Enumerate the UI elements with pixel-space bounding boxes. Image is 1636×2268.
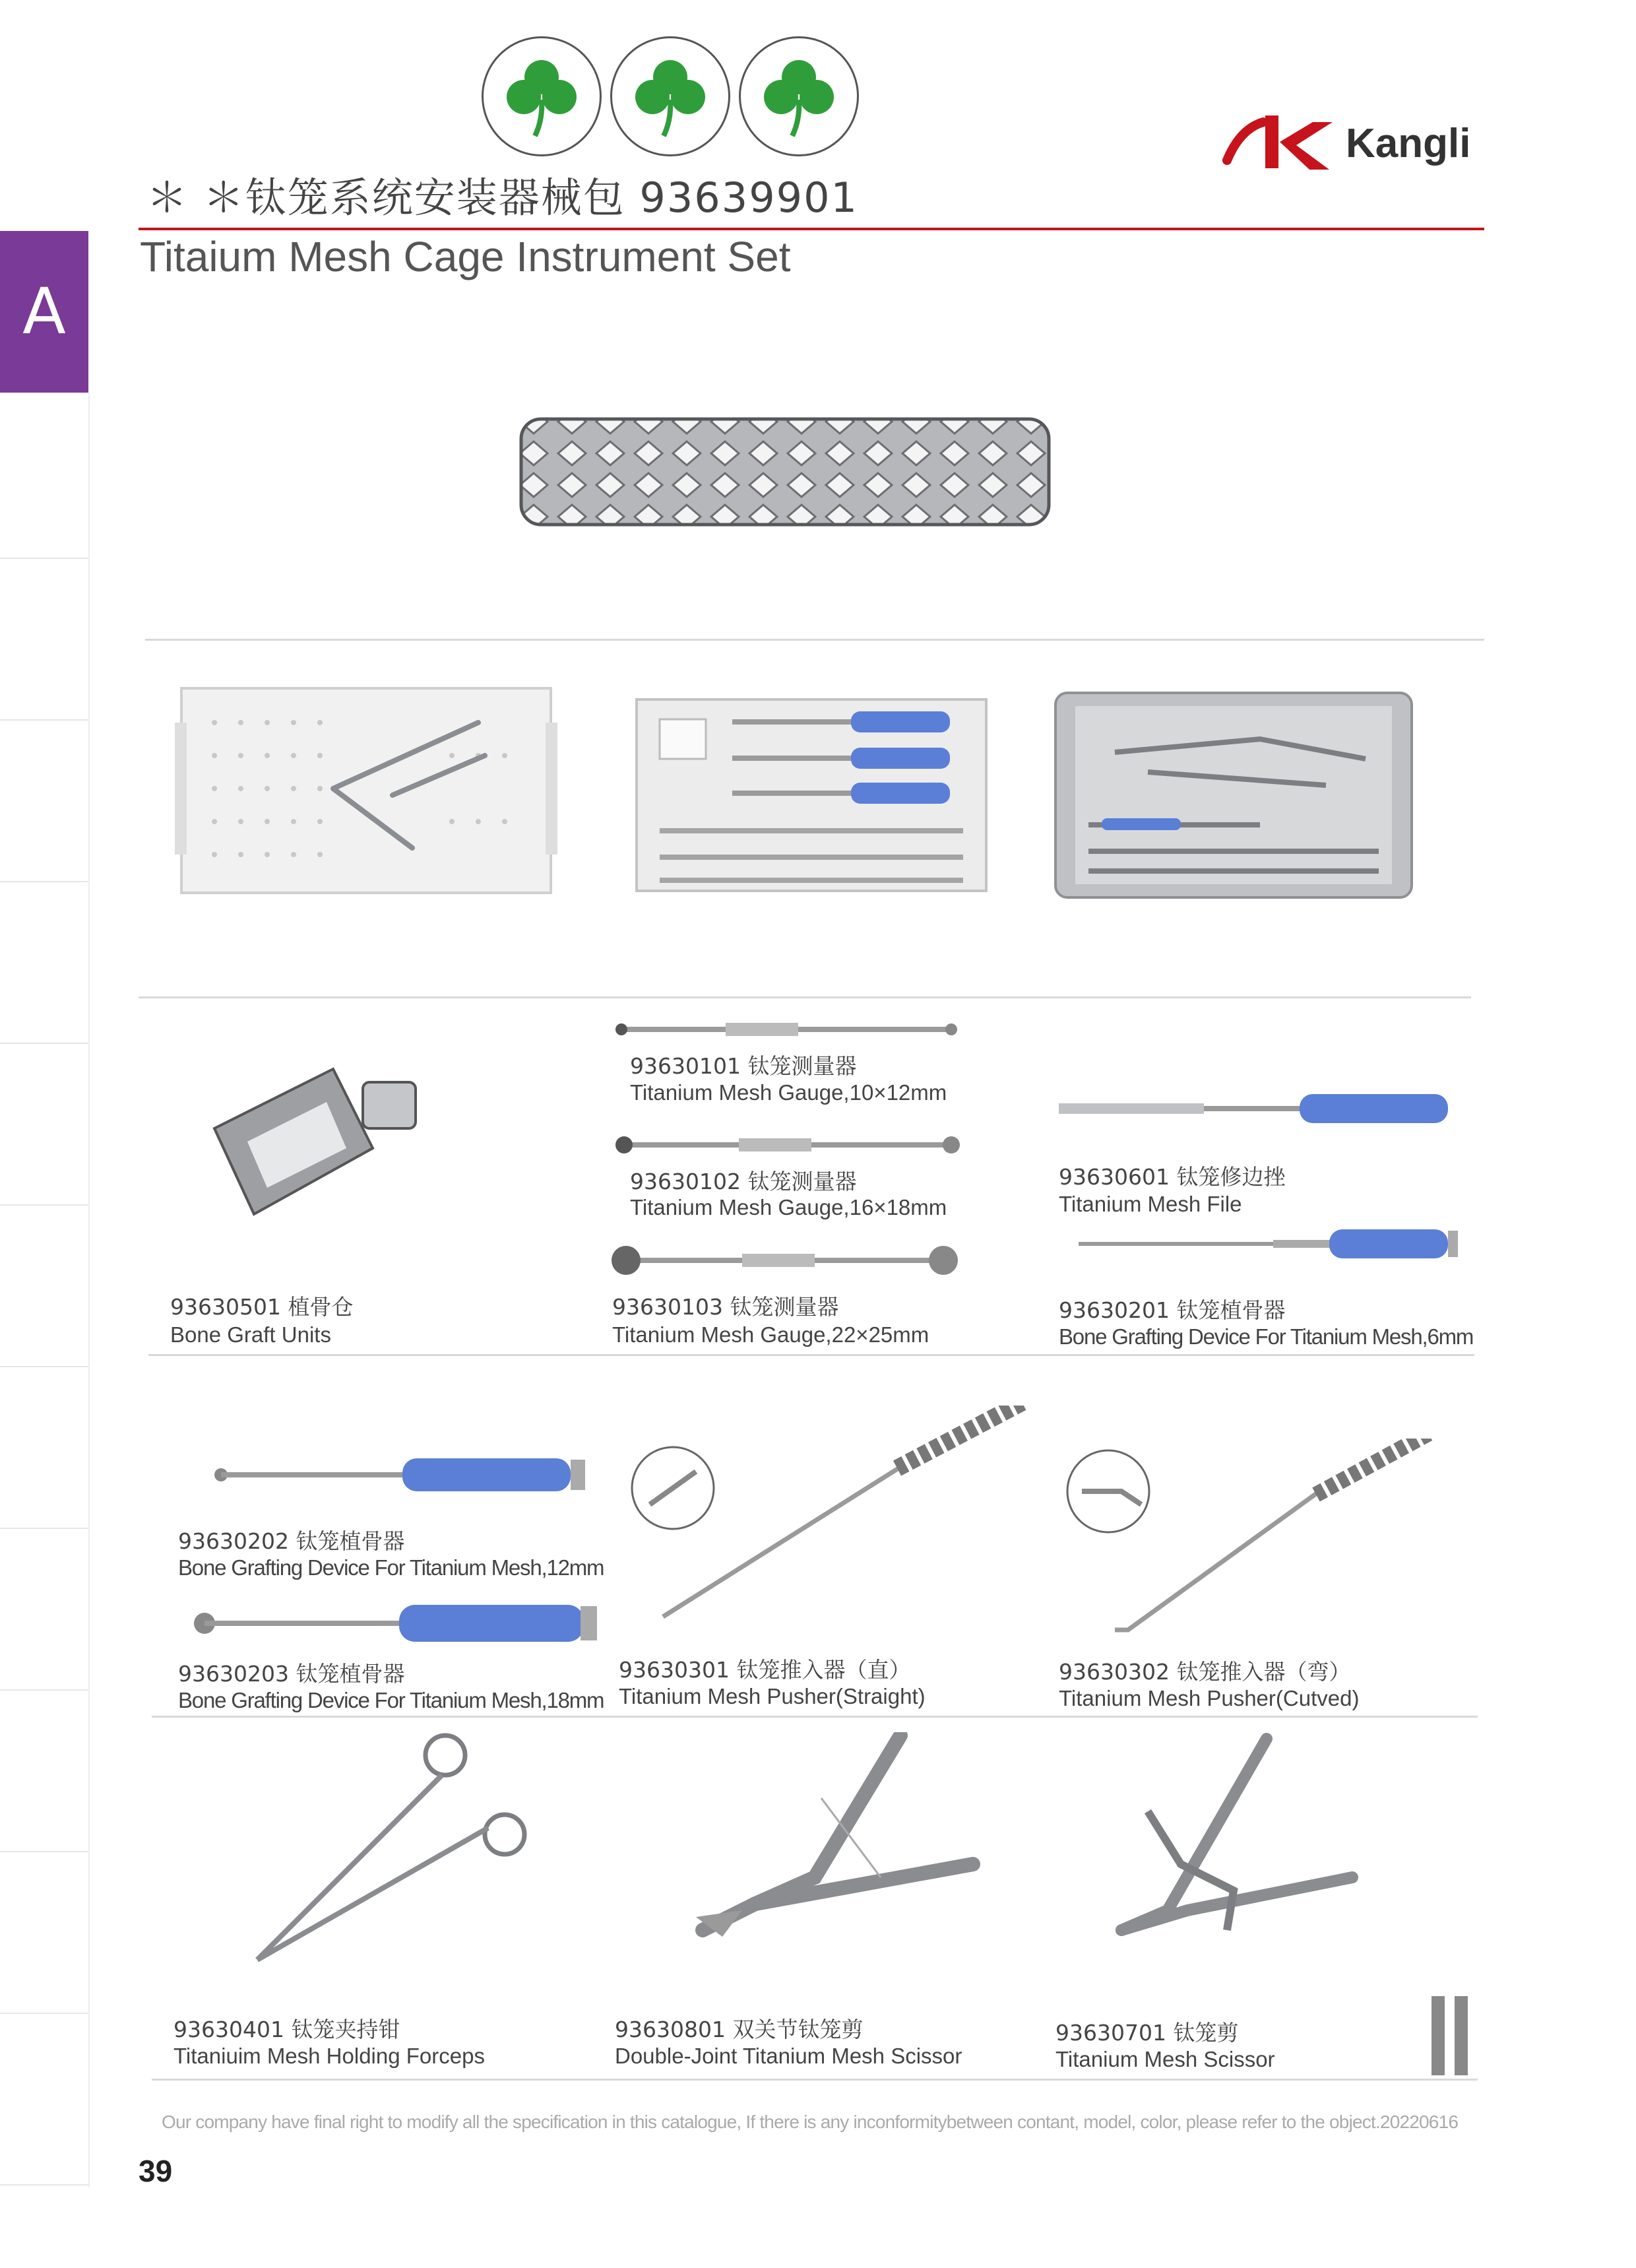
page-number: 39 [139, 2154, 173, 2188]
product-name: Titanium Mesh Gauge,16×18mm [630, 1195, 947, 1219]
product-code: 93630203 钛笼植骨器 [178, 1661, 405, 1687]
mesh-scissor-image [1108, 1732, 1359, 1947]
tray-gauges-image [633, 693, 990, 901]
volume-mark [1432, 1996, 1445, 2075]
product-name: Double-Joint Titanium Mesh Scissor [615, 2044, 962, 2068]
product-code: 93630701 钛笼剪 [1055, 2020, 1239, 2046]
side-divider [0, 719, 88, 721]
gauge-image [610, 1241, 960, 1283]
product-name: Bone Graft Units [170, 1322, 331, 1347]
side-divider [0, 1689, 88, 1691]
header-rule [139, 228, 1484, 230]
product-code: 93630103 钛笼测量器 [612, 1294, 839, 1320]
product-code: 93630401 钛笼夹持钳 [173, 2017, 400, 2042]
product-name: Titanium Mesh Gauge,22×25mm [612, 1322, 929, 1347]
side-divider [0, 1851, 88, 1852]
title-en: Titaium Mesh Cage Instrument Set [140, 233, 791, 280]
title-cn: ＊ ＊钛笼系统安装器械包 93639901 [146, 174, 858, 222]
product-code: 93630301 钛笼推入器（直） [619, 1657, 911, 1683]
clover-icon [739, 36, 859, 156]
product-code: 93630302 钛笼推入器（弯） [1059, 1659, 1351, 1685]
product-code: 93630501 植骨仓 [170, 1294, 354, 1320]
section-rule [139, 996, 1471, 998]
clover-icon [482, 36, 602, 156]
product-name: Titanium Mesh Gauge,10×12mm [630, 1080, 947, 1105]
side-divider [0, 2013, 88, 2014]
side-divider [0, 1528, 88, 1529]
side-divider [0, 558, 88, 559]
kangli-logo-icon [1214, 109, 1339, 178]
section-rule [148, 1354, 1474, 1356]
mesh-file-image [1055, 1089, 1451, 1132]
mesh-pusher-image [627, 1406, 1036, 1627]
product-name: Titaniuim Mesh Holding Forceps [173, 2044, 485, 2068]
mesh-pusher-image [1062, 1439, 1445, 1640]
double-joint-scissor-image [683, 1732, 986, 1953]
product-code: 93630201 钛笼植骨器 [1059, 1297, 1286, 1323]
product-code: 93630102 钛笼测量器 [630, 1169, 857, 1194]
product-code: 93630202 钛笼植骨器 [178, 1528, 405, 1554]
section-rule [152, 1716, 1478, 1718]
volume-mark [1455, 1996, 1468, 2075]
section-tab: A [0, 231, 88, 393]
bone-grafting-device-image [185, 1597, 607, 1653]
holding-forceps-image [244, 1729, 541, 1970]
product-name: Bone Grafting Device For Titanium Mesh,12mm [178, 1555, 604, 1580]
tray-case-image [1049, 686, 1418, 907]
product-name: Titanium Mesh Pusher(Cutved) [1059, 1686, 1360, 1710]
side-divider [0, 2184, 88, 2186]
logo-text: Kangli [1346, 121, 1471, 166]
side-divider [0, 1366, 88, 1367]
side-border [88, 393, 90, 2187]
side-divider [0, 1043, 88, 1044]
clover-icon [610, 36, 730, 156]
product-name: Titanium Mesh Scissor [1055, 2047, 1275, 2071]
product-code: 93630101 钛笼测量器 [630, 1053, 857, 1079]
product-code: 93630601 钛笼修边挫 [1059, 1164, 1286, 1190]
bone-grafting-device-image [1075, 1224, 1471, 1267]
product-name: Titanium Mesh File [1059, 1192, 1242, 1216]
bone-grafting-device-image [204, 1452, 594, 1501]
section-rule [145, 639, 1484, 641]
product-code: 93630801 双关节钛笼剪 [615, 2017, 864, 2042]
product-name: Titanium Mesh Pusher(Straight) [619, 1684, 926, 1708]
side-divider [0, 881, 88, 882]
bone-graft-units-image [201, 1056, 439, 1257]
mesh-cage-image [515, 406, 1055, 541]
section-rule [152, 2079, 1478, 2081]
product-name: Bone Grafting Device For Titanium Mesh,6mm [1059, 1324, 1474, 1349]
side-divider [0, 1204, 88, 1206]
gauge-image [614, 1132, 963, 1161]
gauge-image [614, 1016, 963, 1046]
footer-disclaimer: Our company have final right to modify all the specification in this catalogue, If there is any inconformitybetween contant, model, color, please refer to the object.20220616 [162, 2112, 1459, 2132]
product-name: Bone Grafting Device For Titanium Mesh,18mm [178, 1688, 604, 1712]
tray-lid-image [175, 683, 557, 904]
